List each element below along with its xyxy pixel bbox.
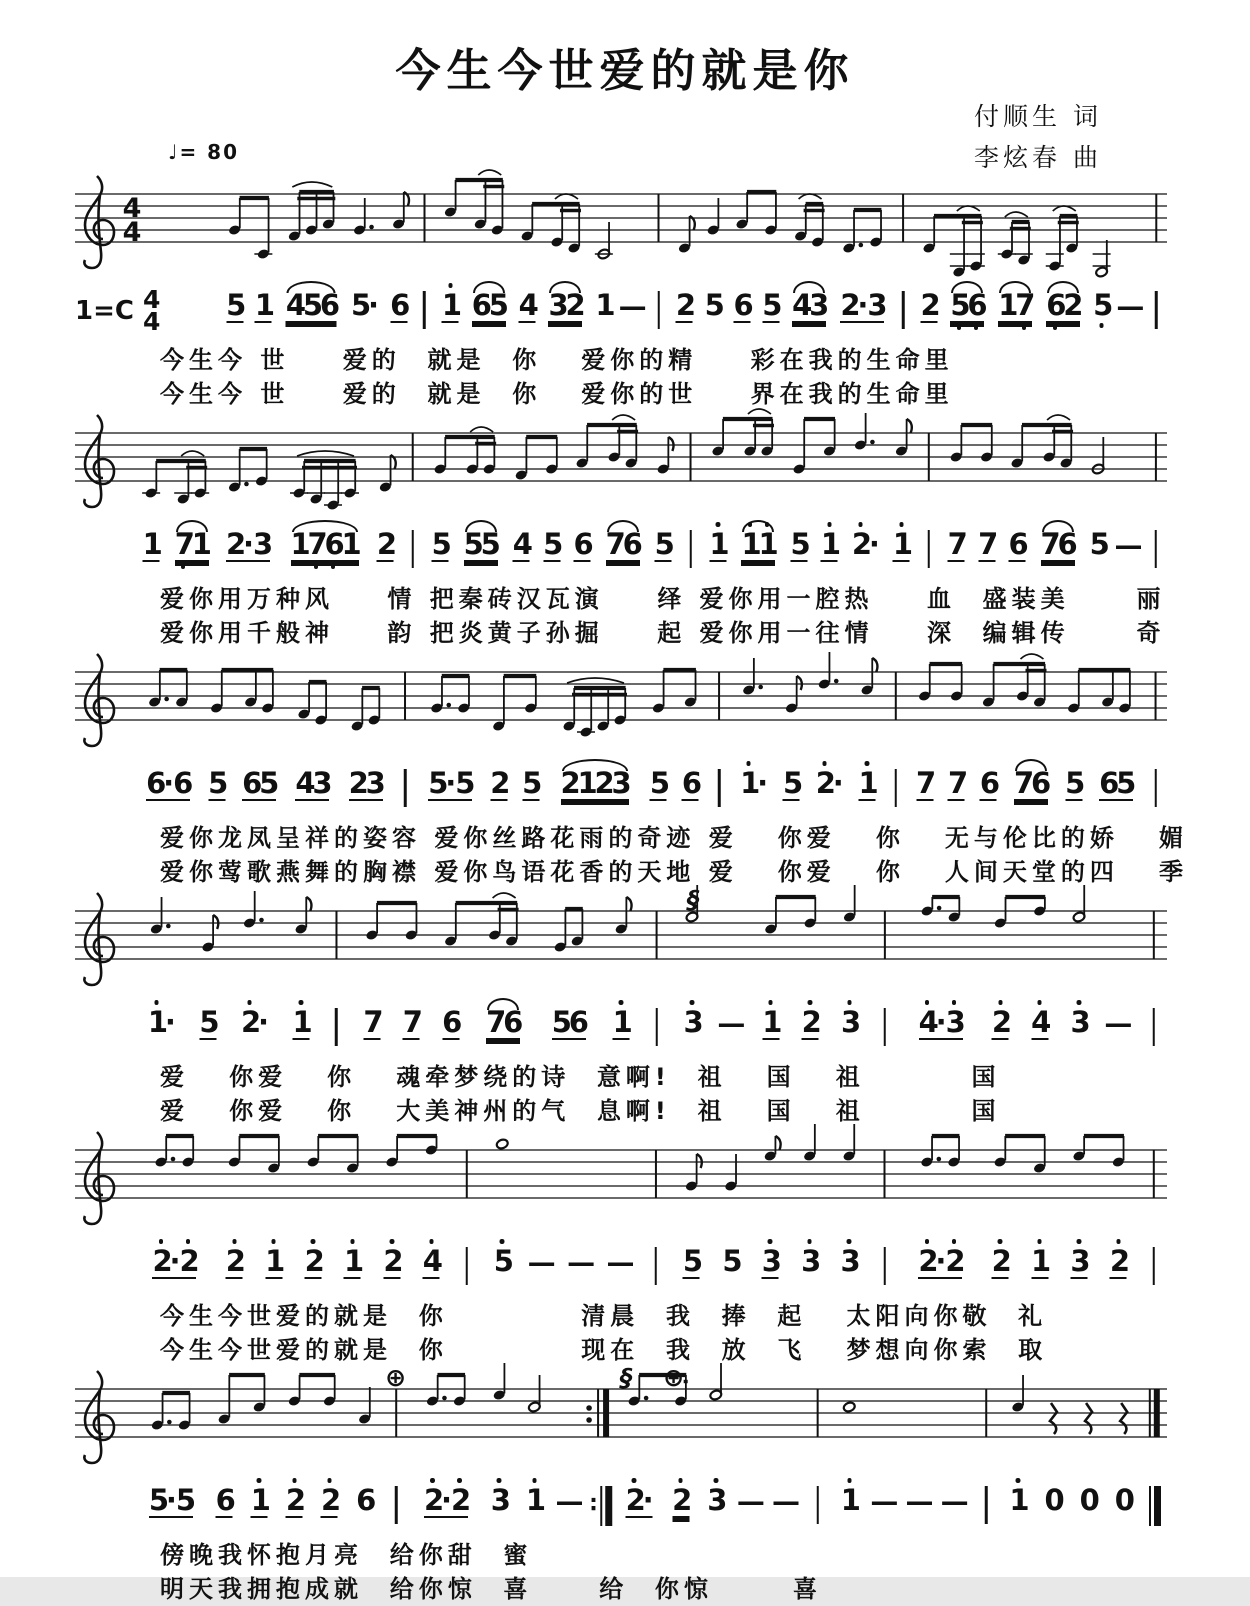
jianpu-note: 5 <box>494 1237 511 1286</box>
jianpu-line <box>75 759 1175 821</box>
jianpu-note: 1 <box>293 998 310 1049</box>
jianpu-note: 2 · <box>816 759 843 808</box>
jianpu-note: 2 <box>383 1237 400 1288</box>
jianpu-dash: — <box>717 1007 746 1040</box>
jianpu-note: 5 <box>208 766 229 800</box>
jianpu-note: 5 <box>654 527 675 561</box>
jianpu-note: 3 <box>762 1237 779 1288</box>
lyric-line-2: 明天我拥抱成就 给你惊 喜 给 你惊 喜 <box>160 1575 823 1603</box>
jianpu-note: 2 3 <box>348 766 386 800</box>
jianpu-note: 7 1 <box>175 520 209 571</box>
jianpu-note: 1 <box>344 1237 361 1288</box>
jianpu-dash: — <box>1114 529 1143 562</box>
jianpu-dash: — <box>870 1485 899 1518</box>
jianpu-note: 2 <box>286 1476 303 1527</box>
jianpu-note: 2 <box>1110 1237 1127 1288</box>
jianpu-note: 5 <box>1093 281 1110 330</box>
coda-icon: ⊕ <box>663 1363 684 1392</box>
lyricist-credit: 付顺生 词 <box>974 102 1102 131</box>
jianpu-barline <box>1155 281 1158 329</box>
quarter-note-icon: ♩ <box>168 140 180 164</box>
jianpu-line <box>75 281 1175 343</box>
jianpu-note: 1 <box>841 1476 858 1525</box>
repeat-barline: ∶ <box>590 1476 611 1526</box>
jianpu-barline <box>466 1237 469 1285</box>
jianpu-note: 6 2 <box>1046 281 1080 332</box>
jianpu-note: 1 <box>595 288 616 322</box>
jianpu-note: 6 5 <box>242 766 280 800</box>
jianpu-line <box>75 998 1175 1060</box>
tempo-value: = 80 <box>179 140 239 164</box>
jianpu-note: 7 <box>402 1005 423 1039</box>
jianpu-note: 4 <box>512 527 533 561</box>
jianpu-barline <box>928 520 931 568</box>
jianpu-note: 1 <box>893 520 910 571</box>
jianpu-note: 4 3 <box>792 281 826 332</box>
jianpu-note: 4 · 3 <box>919 998 963 1049</box>
jianpu-dash: — <box>567 1246 596 1279</box>
jianpu-line <box>75 1476 1175 1538</box>
jianpu-note: 5 <box>704 288 725 322</box>
jianpu-note: 1 <box>442 281 459 332</box>
jianpu-note: 5 <box>1065 766 1086 800</box>
jianpu-note: 5 <box>1089 527 1110 561</box>
staff-notation <box>75 411 1175 519</box>
jianpu-note: 2 <box>226 1237 243 1288</box>
jianpu-note: 2 <box>672 1476 689 1527</box>
jianpu-barline <box>1153 998 1156 1046</box>
jianpu-note: 7 <box>978 527 999 561</box>
coda-icon: ⊕ <box>385 1363 406 1392</box>
system-5 <box>0 1128 1250 1367</box>
jianpu-note: 4 3 <box>295 766 333 800</box>
jianpu-barline <box>395 1476 398 1524</box>
jianpu-note: 3 <box>491 1476 508 1525</box>
jianpu-note: 1 <box>762 998 779 1049</box>
jianpu-note: 6 <box>390 288 411 322</box>
system-3 <box>0 650 1250 889</box>
jianpu-note: 6 5 <box>1099 766 1137 800</box>
jianpu-dash: — <box>905 1485 934 1518</box>
lyric-line-2: 爱你用千般神 韵 把炎黄子孙掘 起 爱你用一往情 深 编辑传 奇 <box>160 619 1166 647</box>
jianpu-note: 6 <box>733 288 754 322</box>
jianpu-note: 5 <box>790 527 811 561</box>
jianpu-note: 1 <box>613 998 630 1049</box>
jianpu-note: 6 <box>979 766 1001 800</box>
jianpu-note: 5 <box>682 1244 704 1278</box>
staff-notation <box>75 1128 1175 1236</box>
key-signature: 1=C <box>75 296 134 326</box>
lyric-line-2: 爱 你爱 你 大美神州的气 息啊! 祖 国 祖 国 <box>160 1097 1001 1125</box>
jianpu-note: 4 5 6 <box>286 281 337 332</box>
jianpu-note: 6 <box>215 1483 236 1517</box>
jianpu-dash: — <box>618 290 647 323</box>
jianpu-note: 5 <box>199 1005 220 1039</box>
jianpu-dash: — <box>555 1485 584 1518</box>
treble-clef-icon <box>84 415 114 507</box>
jianpu-barline <box>883 1237 886 1285</box>
jianpu-note: 4 <box>423 1237 440 1288</box>
jianpu-note: 2 · <box>852 520 879 569</box>
jianpu-barline <box>411 520 414 568</box>
jianpu-note: 5 <box>522 766 543 800</box>
system-2 <box>0 411 1250 650</box>
jianpu-note: 6 <box>681 766 702 800</box>
jianpu-note: 2 · 2 <box>918 1237 962 1288</box>
jianpu-note: 2 · 3 <box>840 288 888 322</box>
jianpu-barline <box>718 759 721 807</box>
lyric-line-1: 爱 你爱 你 魂牵梦绕的诗 意啊! 祖 国 祖 国 <box>160 1063 1001 1091</box>
jianpu-barline <box>655 1237 658 1285</box>
jianpu-note: 3 <box>1071 998 1088 1047</box>
jianpu-note: 1 <box>251 1476 268 1527</box>
jianpu-note: 6 <box>442 1005 463 1039</box>
jianpu-note: 2 · 2 <box>424 1476 468 1527</box>
lyric-line-1: 今生今 世 爱的 就是 你 爱你的精 彩在我的生命里 <box>160 346 954 374</box>
jianpu-note: 6 · 6 <box>146 766 194 800</box>
jianpu-note: 1 <box>1031 1237 1048 1288</box>
jianpu-note: 1 <box>254 288 276 322</box>
system-6 <box>0 1363 1250 1606</box>
treble-clef-icon <box>84 654 114 746</box>
systems-container <box>0 172 1250 1606</box>
lyric-line-1: 爱你用万种风 情 把秦砖汉瓦演 绎 爱你用一腔热 血 盛装美 丽 <box>160 585 1166 613</box>
jianpu-barline <box>657 281 660 329</box>
jianpu-note: 1 · <box>740 759 767 808</box>
jianpu-note: 1 <box>526 1476 543 1525</box>
jianpu-note: 5 · 5 <box>148 1483 197 1517</box>
jianpu-note: 3 <box>841 998 858 1047</box>
jianpu-note: 7 6 <box>1041 520 1075 571</box>
jianpu-note: 1 <box>709 520 726 571</box>
jianpu-note: 5 <box>543 527 564 561</box>
jianpu-note: 1 <box>821 520 838 571</box>
jianpu-note: 3 <box>684 998 701 1047</box>
jianpu-barline <box>423 281 426 329</box>
treble-clef-icon <box>84 1371 114 1463</box>
treble-clef-icon <box>84 1132 114 1224</box>
jianpu-note: 1 <box>1009 1476 1026 1525</box>
jianpu-note: 0 <box>1044 1483 1065 1517</box>
treble-clef-icon <box>84 893 114 985</box>
jianpu-note: 7 <box>947 527 968 561</box>
jianpu-note: 7 6 <box>606 520 640 571</box>
jianpu-note: 7 6 <box>1014 759 1048 810</box>
jianpu-note: 5 <box>762 288 783 322</box>
lyric-line-1: 傍晚我怀抱月亮 给你甜 蜜 <box>160 1541 533 1569</box>
jianpu-note: 5 <box>722 1244 743 1278</box>
staff-notation <box>75 172 1175 280</box>
lyric-line-2: 今生今 世 爱的 就是 你 爱你的世 界在我的生命里 <box>160 380 954 408</box>
jianpu-note: 1 <box>859 759 876 810</box>
jianpu-dash: — <box>1104 1007 1133 1040</box>
jianpu-note: 2 <box>490 766 511 800</box>
lyric-line-2: 今生今世爱的就是 你 现在 我 放 飞 梦想向你索 取 <box>160 1336 1048 1364</box>
svg-text:4: 4 <box>122 217 142 248</box>
staff-notation <box>75 889 1175 997</box>
jianpu-note: 4 <box>1031 998 1048 1049</box>
jianpu-note: 7 6 <box>486 998 520 1049</box>
jianpu-note: 5 · <box>351 288 380 322</box>
jianpu-note: 7 <box>916 766 937 800</box>
system-4 <box>0 885 1250 1128</box>
segno-icon: § <box>687 885 700 914</box>
system-1 <box>0 172 1250 411</box>
jianpu-barline <box>335 998 338 1046</box>
jianpu-barline <box>1155 520 1158 568</box>
jianpu-note: 2 <box>992 998 1009 1049</box>
final-barline <box>1149 1476 1161 1526</box>
jianpu-note: 5 <box>782 766 804 800</box>
treble-clef-icon <box>84 176 114 268</box>
jianpu-note: 6 <box>356 1483 377 1517</box>
jianpu-note: 1 <box>142 527 163 561</box>
jianpu-note: 5 6 <box>551 1005 589 1039</box>
jianpu-note: 6 5 <box>472 281 506 332</box>
jianpu-note: 2 1 2 3 <box>561 759 629 810</box>
lyric-line-1: 今生今世爱的就是 你 清晨 我 捧 起 太阳向你敬 礼 <box>160 1302 1048 1330</box>
jianpu-note: 5 · 5 <box>428 766 476 800</box>
time-signature: 4 4 <box>142 285 161 336</box>
jianpu-note: 1 7 6 1 <box>291 520 359 571</box>
jianpu-barline <box>404 759 407 807</box>
jianpu-note: 2 · <box>241 998 268 1047</box>
jianpu-note: 6 <box>573 527 594 561</box>
song-title: 今生今世爱的就是你 <box>395 44 855 97</box>
jianpu-barline <box>1154 759 1157 807</box>
jianpu-note: 7 <box>363 1005 384 1039</box>
jianpu-note: 7 <box>947 766 969 800</box>
lyric-line-1: 爱你龙凤呈祥的姿容 爱你丝路花雨的奇迹 爱 你爱 你 无与伦比的娇 媚 <box>160 824 1188 852</box>
jianpu-note: 5 <box>226 288 247 322</box>
jianpu-note: 3 <box>841 1237 858 1286</box>
jianpu-note: 2 <box>675 288 697 322</box>
jianpu-dash: — <box>940 1485 969 1518</box>
jianpu-note: 5 <box>431 527 452 561</box>
jianpu-note: 0 <box>1079 1483 1100 1517</box>
jianpu-note: 3 <box>707 1476 724 1525</box>
key-and-time-signature <box>75 285 161 336</box>
jianpu-note: 2 <box>376 527 398 561</box>
jianpu-note: 3 <box>1070 1237 1087 1288</box>
jianpu-note: 1 <box>265 1237 282 1288</box>
jianpu-dash: — <box>736 1485 765 1518</box>
segno-icon: § <box>620 1363 633 1392</box>
jianpu-note: 2 · 3 <box>225 527 274 561</box>
jianpu-barline <box>1153 1237 1156 1285</box>
jianpu-dash: — <box>527 1246 556 1279</box>
jianpu-note: 3 <box>801 1237 818 1286</box>
jianpu-note: 2 <box>321 1476 338 1527</box>
jianpu-note: 2 <box>305 1237 322 1288</box>
jianpu-note: 1 7 <box>998 281 1032 332</box>
jianpu-note: 1 1 <box>741 520 775 571</box>
jianpu-barline <box>816 1476 819 1524</box>
jianpu-note: 2 <box>802 998 819 1049</box>
jianpu-note: 6 <box>1008 527 1029 561</box>
jianpu-line <box>75 520 1175 582</box>
jianpu-note: 5 <box>649 766 671 800</box>
jianpu-note: 5 5 <box>464 520 498 571</box>
jianpu-note: 2 · 2 <box>152 1237 196 1288</box>
jianpu-note: 2 · <box>626 1476 653 1527</box>
jianpu-note: 4 <box>518 288 539 322</box>
jianpu-barline <box>884 998 887 1046</box>
jianpu-note: 2 <box>920 288 941 322</box>
lyric-line-2: 爱你莺歌燕舞的胸襟 爱你鸟语花香的天地 爱 你爱 你 人间天堂的四 季 <box>160 858 1188 886</box>
jianpu-barline <box>902 281 905 329</box>
jianpu-dash: — <box>1116 290 1145 323</box>
jianpu-note: 1 · <box>148 998 175 1047</box>
credits <box>974 96 1102 178</box>
header <box>0 0 1250 172</box>
composer-credit: 李炫春 曲 <box>974 143 1102 172</box>
jianpu-note: 2 <box>992 1237 1009 1288</box>
jianpu-note: 3 2 <box>548 281 582 332</box>
jianpu-barline <box>689 520 692 568</box>
svg-text:4: 4 <box>122 193 142 224</box>
jianpu-barline <box>655 998 658 1046</box>
jianpu-note: 5 6 <box>950 281 984 332</box>
jianpu-barline <box>985 1476 988 1524</box>
jianpu-barline <box>895 759 898 807</box>
jianpu-note: 0 <box>1114 1483 1135 1517</box>
jianpu-dash: — <box>606 1246 635 1279</box>
jianpu-line <box>75 1237 1175 1299</box>
jianpu-dash: — <box>772 1485 801 1518</box>
tempo-marking <box>168 140 239 164</box>
staff-notation <box>75 650 1175 758</box>
